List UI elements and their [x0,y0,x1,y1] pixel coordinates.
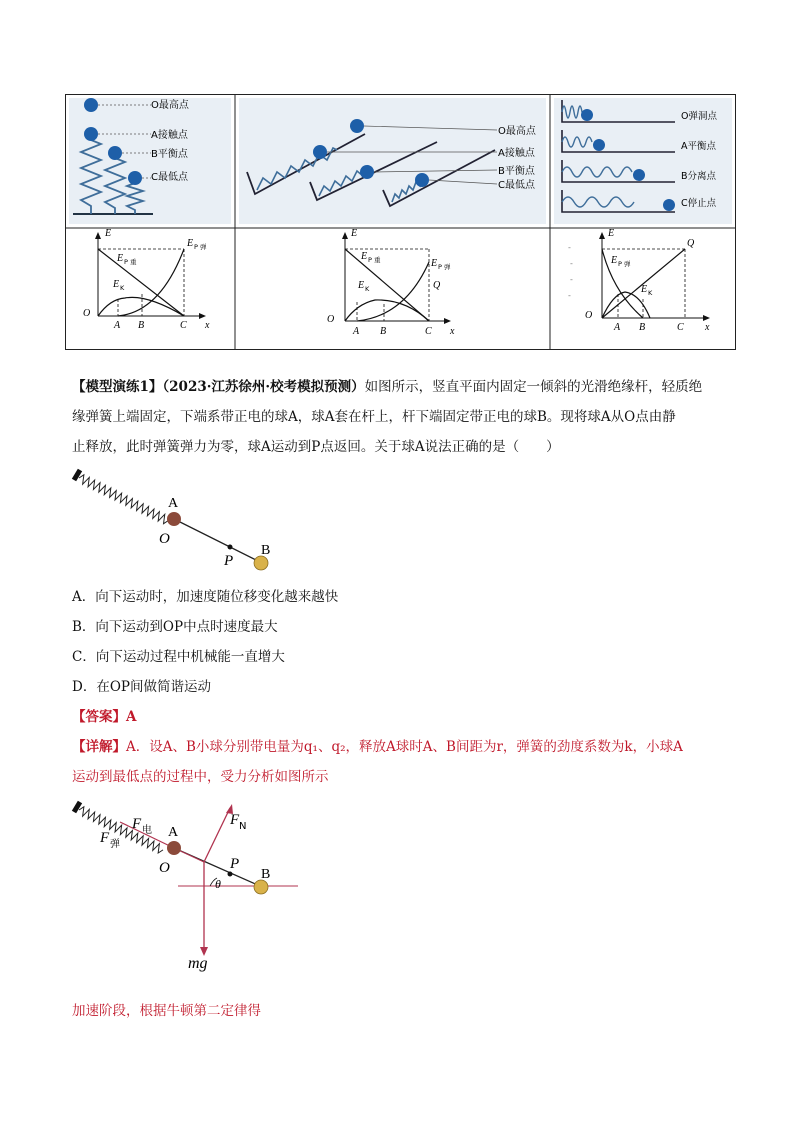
svg-text:A: A [353,326,360,337]
svg-text:Q: Q [433,280,441,291]
svg-text:K: K [365,285,370,293]
svg-text:O: O [83,308,91,319]
question-line-3: 止释放，此时弹簧弹力为零，球A运动到P点返回。关于球A说法正确的是（ ） [72,439,560,455]
label-b: B分离点 [681,171,717,182]
svg-text:A: A [168,825,179,840]
svg-text:O: O [585,310,593,321]
svg-text:P 弹: P 弹 [438,263,451,271]
svg-text:E: E [117,253,124,264]
closing-line: 加速阶段，根据牛顿第二定律得 [72,1003,261,1019]
svg-text:x: x [705,322,710,333]
label-b-balance: B平衡点 [498,166,535,177]
svg-text:电: 电 [142,825,152,836]
label-c-lowest: C最低点 [151,172,188,183]
label-a-contact: A接触点 [151,130,188,141]
ceiling-mount [74,470,80,480]
svg-text:O: O [327,314,335,325]
svg-text:F: F [100,830,110,846]
label-b-balance: B平衡点 [151,149,188,160]
rod [174,519,260,562]
normal-force-arrow [204,808,230,862]
svg-text:θ: θ [215,877,221,891]
svg-text:E: E [105,228,112,239]
svg-text:P 重: P 重 [124,258,137,266]
svg-text:x: x [450,326,455,337]
svg-text:P 弹: P 弹 [194,243,207,251]
svg-text:Q: Q [687,238,695,249]
svg-text:E: E [611,255,618,266]
label-o: O弹洞点 [681,111,717,122]
svg-text:A: A [614,322,621,333]
label-o-top: O最高点 [498,126,536,137]
spring [77,474,170,525]
svg-text:E: E [358,280,365,291]
svg-text:E: E [361,251,368,262]
svg-text:C: C [425,326,432,337]
option-b: B．向下运动到OP中点时速度最大 [72,619,278,635]
svg-text:-: - [570,259,573,268]
svg-text:E: E [351,228,358,239]
svg-text:B: B [261,867,271,882]
svg-text:K: K [648,289,653,297]
label-a: A平衡点 [681,141,716,152]
svg-text:B: B [138,320,145,331]
svg-text:B: B [380,326,387,337]
detail-line-1 [72,732,742,762]
option-a: A．向下运动时，加速度随位移变化越来越快 [72,589,339,605]
svg-text:x: x [205,320,210,331]
svg-text:mg: mg [188,955,208,972]
svg-text:A: A [168,496,179,511]
svg-text:K: K [120,284,125,292]
spring-rod-figure [70,466,290,586]
svg-text:P: P [224,553,234,569]
vertical-spring-illustration [69,98,231,224]
svg-text:N: N [239,821,247,832]
force-analysis-figure [70,798,310,978]
model-table [65,94,736,350]
svg-text:C: C [677,322,684,333]
svg-text:C: C [180,320,187,331]
svg-text:E: E [187,238,194,249]
svg-text:-: - [570,275,573,284]
detail-label: 【详解】 [72,739,126,755]
point-p [228,545,233,550]
svg-text:O: O [159,531,170,547]
energy-graph-2 [327,228,455,337]
answer-value: A [126,709,137,725]
detail-text-1: A．设A、B小球分别带电量为q₁、q₂，释放A球时A、B间距为r，弹簧的劲度系数为k，小球A [126,739,683,755]
label-o-top: O最高点 [151,100,189,111]
svg-text:B: B [639,322,646,333]
option-c: C．向下运动过程中机械能一直增大 [72,649,285,665]
question-text-1: 如图所示，竖直平面内固定一倾斜的光滑绝缘杆，轻质绝 [364,379,703,395]
question-tag: 【模型演练1】 [72,379,163,395]
svg-text:P 重: P 重 [368,256,381,264]
answer-label: 【答案】 [72,709,126,725]
svg-text:E: E [431,258,438,269]
svg-text:O: O [159,860,170,876]
detail-line-2: 运动到最低点的过程中，受力分析如图所示 [72,769,329,785]
energy-graph-1 [83,228,210,331]
energy-graph-3 [568,228,710,333]
svg-text:P 弹: P 弹 [618,260,631,268]
svg-text:P: P [230,856,240,872]
label-c-lowest: C最低点 [498,180,535,191]
svg-text:E: E [608,228,615,239]
model-table-svg [65,94,736,350]
label-c: C停止点 [681,198,717,209]
horizontal-spring-illustration [554,98,732,224]
svg-text:-: - [568,243,571,252]
incline-spring-illustration [239,98,546,224]
option-d: D．在OP间做简谐运动 [72,679,211,695]
svg-text:E: E [113,279,120,290]
svg-text:F: F [230,812,240,828]
question-line-1 [72,372,742,402]
svg-text:-: - [568,291,571,300]
ball-b [254,556,268,570]
answer-line [72,702,136,732]
svg-text:B: B [261,543,271,558]
svg-text:弹: 弹 [110,839,120,850]
ball-a [167,512,181,526]
svg-text:F: F [132,816,142,832]
question-source: （2023·江苏徐州·校考模拟预测） [162,379,365,395]
svg-text:A: A [114,320,121,331]
label-a-contact: A接触点 [498,148,535,159]
svg-text:E: E [641,284,648,295]
question-line-2: 缘弹簧上端固定，下端系带正电的球A，球A套在杆上，杆下端固定带正电的球B。现将球A从O点由静 [72,409,676,425]
